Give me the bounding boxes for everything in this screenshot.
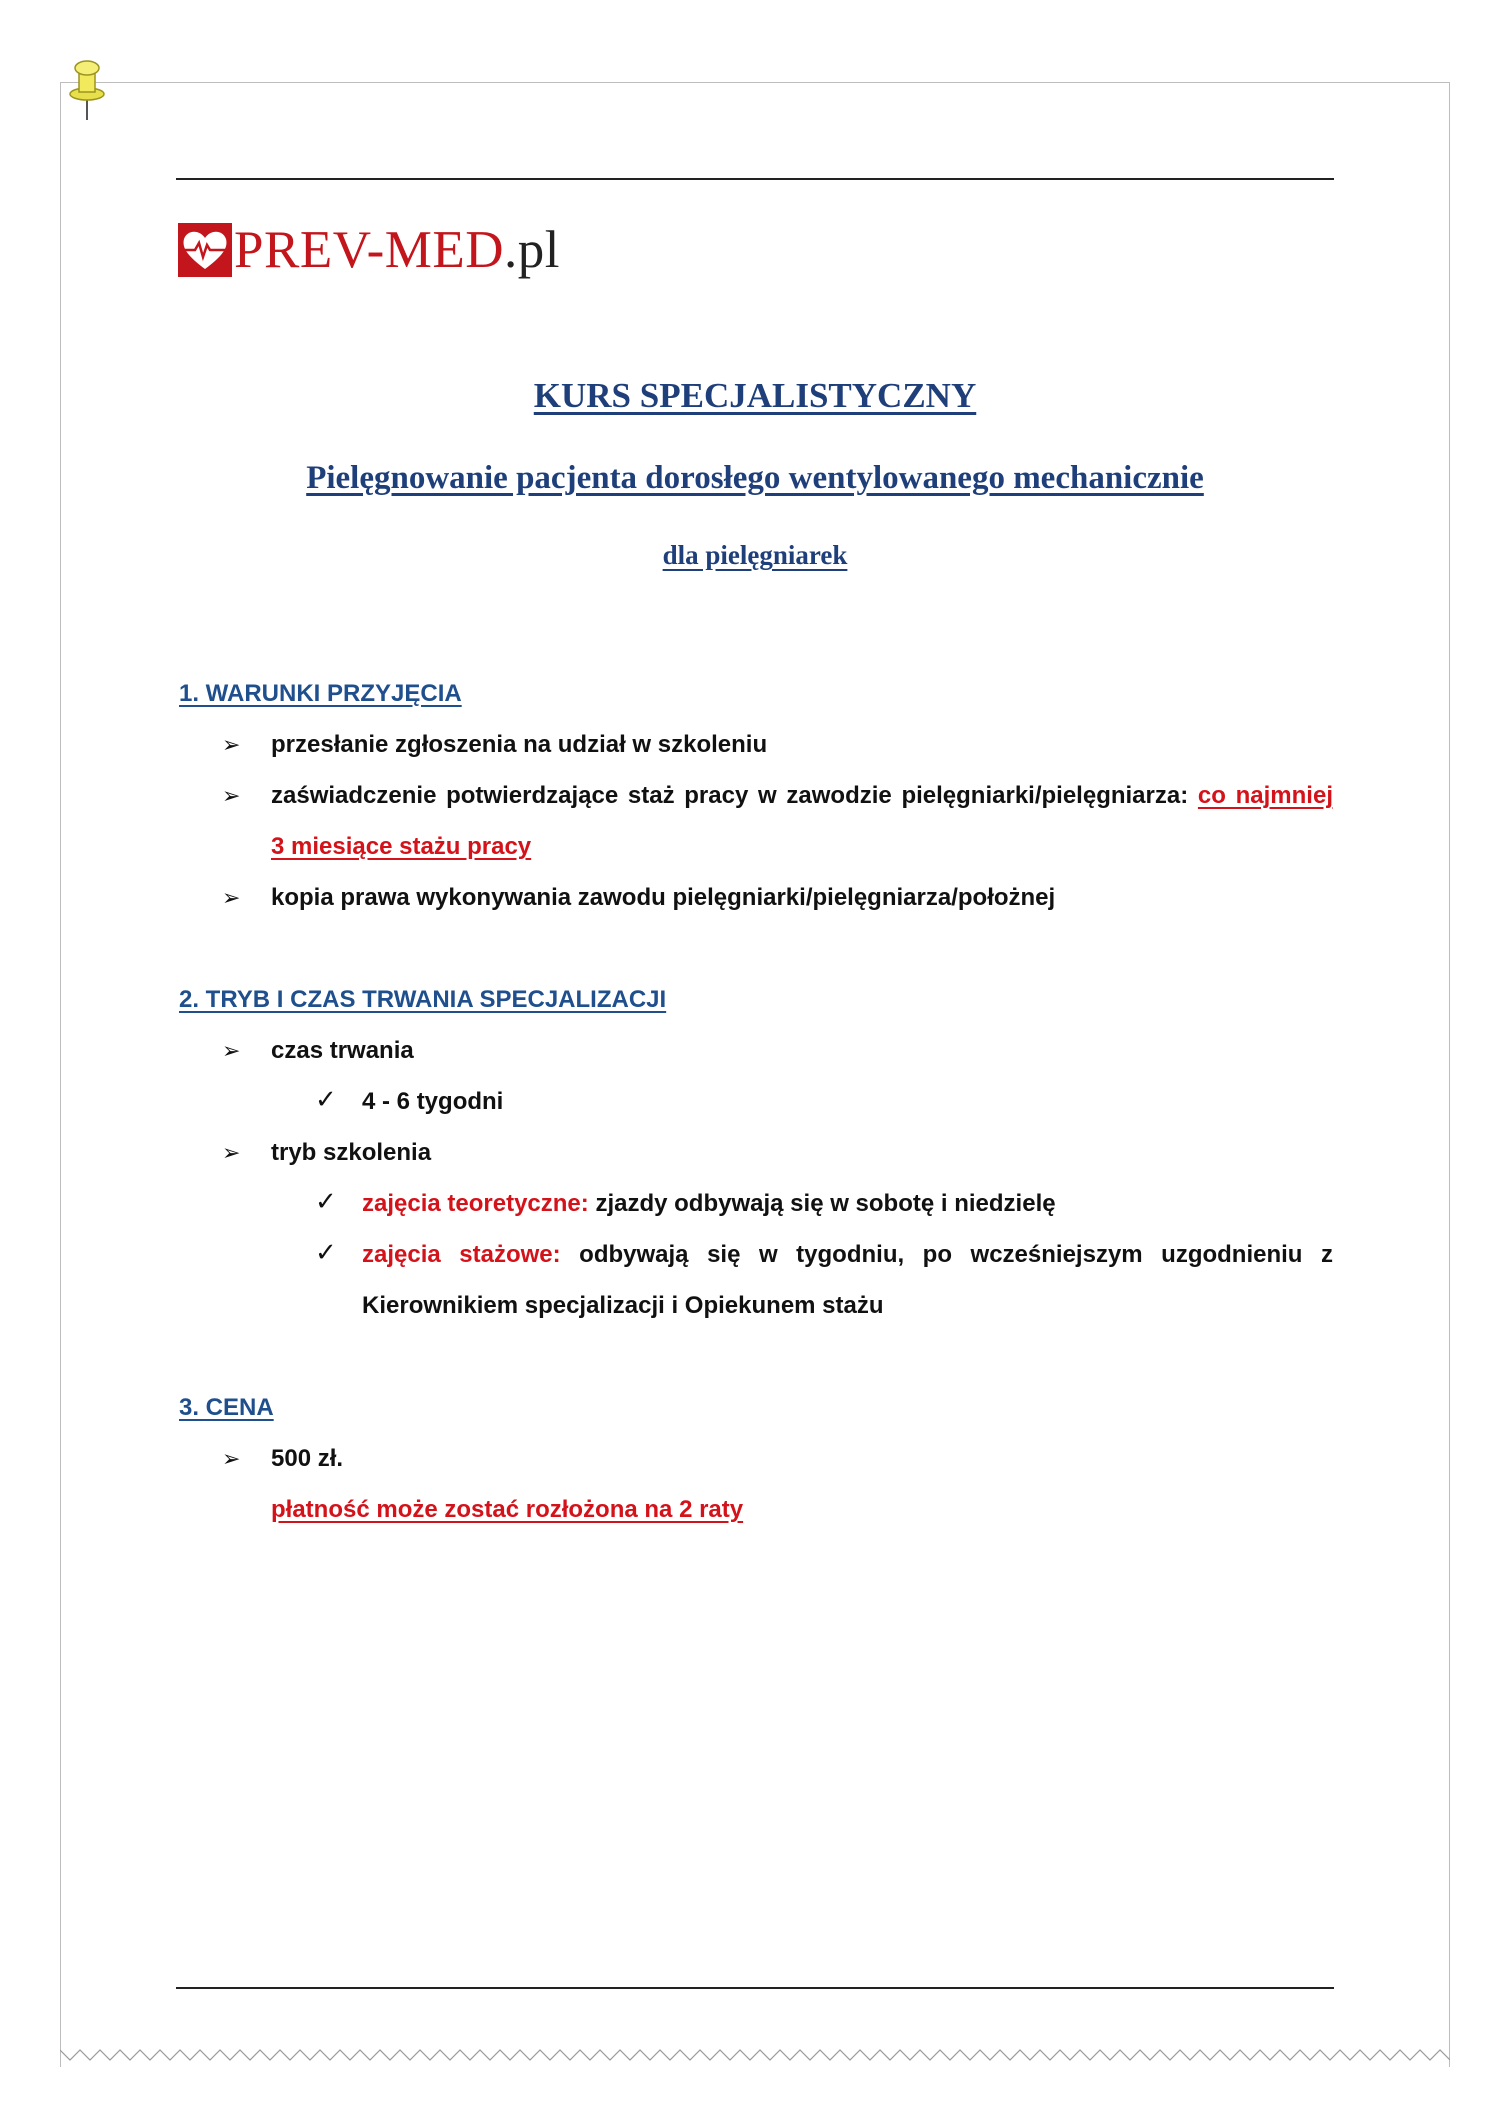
arrowhead-bullet-icon: ➢ bbox=[222, 885, 241, 910]
subitem-label: zajęcia stażowe: bbox=[362, 1241, 561, 1268]
price-value: 500 zł. bbox=[271, 1445, 344, 1472]
section-heading-mode-duration: 2. TRYB I CZAS TRWANIA SPECJALIZACJI bbox=[179, 986, 667, 1013]
heart-ecg-icon bbox=[178, 223, 232, 277]
checkmark-icon: ✓ bbox=[315, 1237, 337, 1267]
checkmark-icon: ✓ bbox=[315, 1186, 337, 1216]
list-item: czas trwania bbox=[271, 1037, 414, 1064]
subitem-text-continued: Kierownikiem specjalizacji i Opiekunem stażu bbox=[362, 1292, 884, 1319]
arrowhead-bullet-icon: ➢ bbox=[222, 1140, 241, 1165]
torn-page-edge bbox=[60, 2040, 1450, 2080]
arrowhead-bullet-icon: ➢ bbox=[222, 783, 241, 808]
list-item: kopia prawa wykonywania zawodu pielęgniarki/pielęgniarza/położnej bbox=[271, 884, 1056, 911]
list-item: przesłanie zgłoszenia na udział w szkoleniu bbox=[271, 731, 768, 758]
footer-rule bbox=[176, 1987, 1334, 1989]
section-heading-price: 3. CENA bbox=[179, 1394, 274, 1421]
logo-text-tld: .pl bbox=[504, 220, 561, 279]
course-name-title: Pielęgnowanie pacjenta dorosłego wentylowanego mechanicznie bbox=[306, 460, 1204, 496]
logo-text-main: PREV-MED bbox=[234, 220, 505, 279]
arrowhead-bullet-icon: ➢ bbox=[222, 1446, 241, 1471]
subitem-text: odbywają się w tygodniu, po wcześniejszym uzgodnieniu z bbox=[579, 1241, 1334, 1268]
arrowhead-bullet-icon: ➢ bbox=[222, 1038, 241, 1063]
list-subitem bbox=[362, 1241, 1333, 1269]
checkmark-icon: ✓ bbox=[315, 1084, 337, 1114]
list-item-text: zaświadczenie potwierdzające staż pracy w zawodzie pielęgniarki/pielęgniarza: bbox=[271, 782, 1189, 809]
logo bbox=[178, 218, 560, 282]
list-item bbox=[271, 782, 1333, 810]
header-rule bbox=[176, 178, 1334, 180]
list-item: tryb szkolenia bbox=[271, 1139, 432, 1166]
highlight-text: co najmniej bbox=[1197, 782, 1333, 809]
pushpin-icon bbox=[66, 56, 108, 122]
arrowhead-bullet-icon: ➢ bbox=[222, 732, 241, 757]
subitem-label: zajęcia teoretyczne: bbox=[362, 1190, 589, 1217]
highlight-text: 3 miesiące stażu pracy bbox=[271, 833, 532, 860]
payment-note: płatność może zostać rozłożona na 2 raty bbox=[271, 1496, 744, 1523]
section-heading-admission: 1. WARUNKI PRZYJĘCIA bbox=[179, 680, 462, 707]
list-subitem: 4 - 6 tygodni bbox=[362, 1088, 504, 1115]
audience-subtitle: dla pielęgniarek bbox=[662, 540, 848, 570]
subitem-text: zjazdy odbywają się w sobotę i niedzielę bbox=[595, 1190, 1056, 1217]
course-type-title: KURS SPECJALISTYCZNY bbox=[533, 376, 977, 415]
list-subitem bbox=[362, 1190, 1056, 1218]
